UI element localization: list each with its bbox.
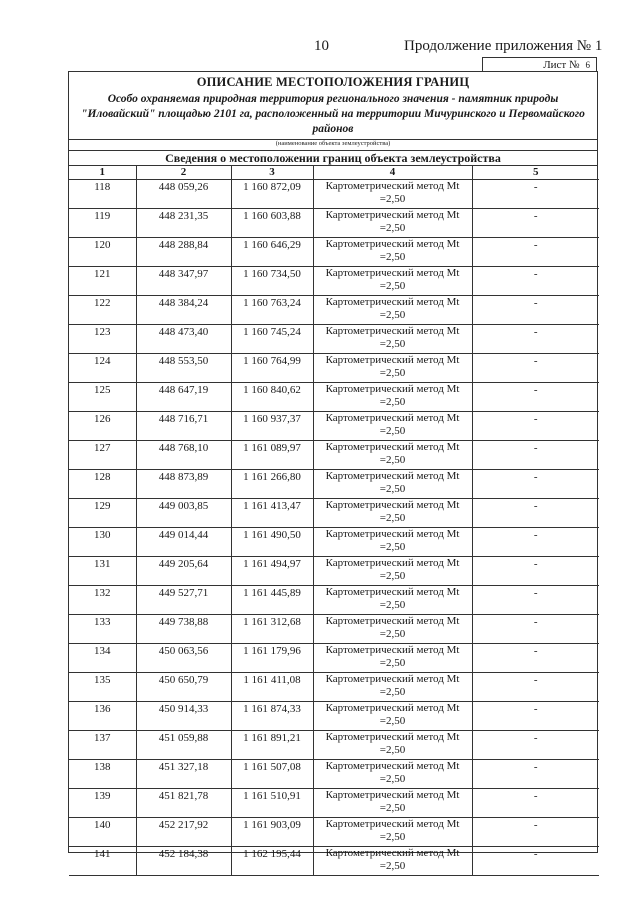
point-number-cell: 121 [69, 267, 136, 296]
table-row [69, 412, 599, 441]
x-coordinate-cell: 448 553,50 [136, 354, 231, 383]
x-coordinate-cell: 448 716,71 [136, 412, 231, 441]
coordinates-table [69, 166, 599, 876]
x-coordinate-cell: 448 873,89 [136, 470, 231, 499]
note-cell: - [472, 412, 599, 441]
y-coordinate-cell: 1 161 312,68 [231, 615, 313, 644]
note-cell: - [472, 702, 599, 731]
x-coordinate-cell: 448 347,97 [136, 267, 231, 296]
y-coordinate-cell: 1 161 179,96 [231, 644, 313, 673]
column-header: 5 [472, 166, 599, 180]
method-cell: Картометрический метод Mt =2,50 [313, 760, 472, 789]
method-cell: Картометрический метод Mt =2,50 [313, 731, 472, 760]
method-cell: Картометрический метод Mt =2,50 [313, 267, 472, 296]
table-row [69, 760, 599, 789]
method-cell: Картометрический метод Mt =2,50 [313, 644, 472, 673]
y-coordinate-cell: 1 160 734,50 [231, 267, 313, 296]
x-coordinate-cell: 449 205,64 [136, 557, 231, 586]
method-cell: Картометрический метод Mt =2,50 [313, 499, 472, 528]
x-coordinate-cell: 450 650,79 [136, 673, 231, 702]
column-header: 1 [69, 166, 136, 180]
note-cell: - [472, 615, 599, 644]
table-row [69, 441, 599, 470]
method-cell: Картометрический метод Mt =2,50 [313, 702, 472, 731]
object-name: Особо охраняемая природная территория регионального значения - памятник природы "Иловайский" площадью 2101 га, расположенный на территории Мичуринского и Первомайского районов [81, 93, 585, 135]
column-header: 2 [136, 166, 231, 180]
note-cell: - [472, 586, 599, 615]
sheet-number: 6 [585, 60, 590, 70]
sheet-box [482, 57, 597, 71]
point-number-cell: 123 [69, 325, 136, 354]
method-cell: Картометрический метод Mt =2,50 [313, 673, 472, 702]
table-row [69, 557, 599, 586]
table-row [69, 209, 599, 238]
y-coordinate-cell: 1 161 490,50 [231, 528, 313, 557]
y-coordinate-cell: 1 160 603,88 [231, 209, 313, 238]
column-header: 3 [231, 166, 313, 180]
point-number-cell: 139 [69, 789, 136, 818]
point-number-cell: 118 [69, 180, 136, 209]
point-number-cell: 125 [69, 383, 136, 412]
y-coordinate-cell: 1 160 745,24 [231, 325, 313, 354]
point-number-cell: 133 [69, 615, 136, 644]
point-number-cell: 134 [69, 644, 136, 673]
point-number-cell: 131 [69, 557, 136, 586]
table-row [69, 818, 599, 847]
section-title: Сведения о местоположении границ объекта землеустройства [69, 151, 597, 166]
y-coordinate-cell: 1 161 266,80 [231, 470, 313, 499]
y-coordinate-cell: 1 161 411,08 [231, 673, 313, 702]
table-row [69, 325, 599, 354]
method-cell: Картометрический метод Mt =2,50 [313, 557, 472, 586]
x-coordinate-cell: 450 914,33 [136, 702, 231, 731]
method-cell: Картометрический метод Mt =2,50 [313, 383, 472, 412]
point-number-cell: 126 [69, 412, 136, 441]
point-number-cell: 136 [69, 702, 136, 731]
appendix-label: Продолжение приложения № 1 [404, 38, 603, 54]
method-cell: Картометрический метод Mt =2,50 [313, 238, 472, 267]
note-cell: - [472, 267, 599, 296]
x-coordinate-cell: 449 003,85 [136, 499, 231, 528]
note-cell: - [472, 383, 599, 412]
method-cell: Картометрический метод Mt =2,50 [313, 528, 472, 557]
point-number-cell: 122 [69, 296, 136, 325]
table-row [69, 673, 599, 702]
note-cell: - [472, 789, 599, 818]
point-number-cell: 120 [69, 238, 136, 267]
table-row [69, 296, 599, 325]
note-cell: - [472, 238, 599, 267]
x-coordinate-cell: 448 059,26 [136, 180, 231, 209]
table-header-row [69, 166, 599, 180]
x-coordinate-cell: 448 288,84 [136, 238, 231, 267]
point-number-cell: 127 [69, 441, 136, 470]
table-row [69, 702, 599, 731]
note-cell: - [472, 557, 599, 586]
x-coordinate-cell: 449 014,44 [136, 528, 231, 557]
y-coordinate-cell: 1 161 507,08 [231, 760, 313, 789]
table-row [69, 615, 599, 644]
table-row [69, 180, 599, 209]
object-name-caption: (наименование объекта землеустройства) [275, 140, 391, 147]
table-row [69, 383, 599, 412]
point-number-cell: 119 [69, 209, 136, 238]
y-coordinate-cell: 1 161 510,91 [231, 789, 313, 818]
point-number-cell: 129 [69, 499, 136, 528]
x-coordinate-cell: 452 184,38 [136, 847, 231, 876]
x-coordinate-cell: 450 063,56 [136, 644, 231, 673]
x-coordinate-cell: 449 527,71 [136, 586, 231, 615]
x-coordinate-cell: 451 059,88 [136, 731, 231, 760]
x-coordinate-cell: 451 821,78 [136, 789, 231, 818]
y-coordinate-cell: 1 160 646,29 [231, 238, 313, 267]
table-body [69, 180, 599, 876]
x-coordinate-cell: 448 768,10 [136, 441, 231, 470]
method-cell: Картометрический метод Mt =2,50 [313, 325, 472, 354]
y-coordinate-cell: 1 161 089,97 [231, 441, 313, 470]
method-cell: Картометрический метод Mt =2,50 [313, 789, 472, 818]
x-coordinate-cell: 449 738,88 [136, 615, 231, 644]
y-coordinate-cell: 1 161 494,97 [231, 557, 313, 586]
point-number-cell: 124 [69, 354, 136, 383]
x-coordinate-cell: 448 384,24 [136, 296, 231, 325]
y-coordinate-cell: 1 161 903,09 [231, 818, 313, 847]
y-coordinate-cell: 1 160 840,62 [231, 383, 313, 412]
table-row [69, 586, 599, 615]
point-number-cell: 140 [69, 818, 136, 847]
table-row [69, 499, 599, 528]
table-row [69, 731, 599, 760]
method-cell: Картометрический метод Mt =2,50 [313, 209, 472, 238]
note-cell: - [472, 499, 599, 528]
table-row [69, 238, 599, 267]
note-cell: - [472, 528, 599, 557]
note-cell: - [472, 209, 599, 238]
y-coordinate-cell: 1 160 764,99 [231, 354, 313, 383]
table-row [69, 354, 599, 383]
note-cell: - [472, 296, 599, 325]
y-coordinate-cell: 1 160 872,09 [231, 180, 313, 209]
method-cell: Картометрический метод Mt =2,50 [313, 818, 472, 847]
y-coordinate-cell: 1 162 195,44 [231, 847, 313, 876]
note-cell: - [472, 470, 599, 499]
point-number-cell: 132 [69, 586, 136, 615]
y-coordinate-cell: 1 161 445,89 [231, 586, 313, 615]
sheet-label: Лист № [543, 59, 580, 71]
table-row [69, 847, 599, 876]
column-header: 4 [313, 166, 472, 180]
document-title: ОПИСАНИЕ МЕСТОПОЛОЖЕНИЯ ГРАНИЦ [196, 75, 470, 89]
note-cell: - [472, 847, 599, 876]
x-coordinate-cell: 451 327,18 [136, 760, 231, 789]
method-cell: Картометрический метод Mt =2,50 [313, 586, 472, 615]
method-cell: Картометрический метод Mt =2,50 [313, 441, 472, 470]
note-cell: - [472, 441, 599, 470]
note-cell: - [472, 644, 599, 673]
method-cell: Картометрический метод Mt =2,50 [313, 296, 472, 325]
y-coordinate-cell: 1 160 763,24 [231, 296, 313, 325]
point-number-cell: 141 [69, 847, 136, 876]
y-coordinate-cell: 1 161 874,33 [231, 702, 313, 731]
page-number: 10 [314, 38, 329, 54]
table-row [69, 789, 599, 818]
point-number-cell: 137 [69, 731, 136, 760]
x-coordinate-cell: 448 647,19 [136, 383, 231, 412]
y-coordinate-cell: 1 160 937,37 [231, 412, 313, 441]
method-cell: Картометрический метод Mt =2,50 [313, 354, 472, 383]
x-coordinate-cell: 448 231,35 [136, 209, 231, 238]
method-cell: Картометрический метод Mt =2,50 [313, 180, 472, 209]
note-cell: - [472, 325, 599, 354]
table-row [69, 644, 599, 673]
note-cell: - [472, 354, 599, 383]
note-cell: - [472, 760, 599, 789]
point-number-cell: 128 [69, 470, 136, 499]
point-number-cell: 138 [69, 760, 136, 789]
point-number-cell: 130 [69, 528, 136, 557]
table-row [69, 267, 599, 296]
y-coordinate-cell: 1 161 413,47 [231, 499, 313, 528]
x-coordinate-cell: 448 473,40 [136, 325, 231, 354]
method-cell: Картометрический метод Mt =2,50 [313, 412, 472, 441]
note-cell: - [472, 180, 599, 209]
method-cell: Картометрический метод Mt =2,50 [313, 470, 472, 499]
table-row [69, 470, 599, 499]
y-coordinate-cell: 1 161 891,21 [231, 731, 313, 760]
note-cell: - [472, 818, 599, 847]
document-frame [68, 71, 598, 872]
method-cell: Картометрический метод Mt =2,50 [313, 847, 472, 876]
note-cell: - [472, 731, 599, 760]
note-cell: - [472, 673, 599, 702]
method-cell: Картометрический метод Mt =2,50 [313, 615, 472, 644]
x-coordinate-cell: 452 217,92 [136, 818, 231, 847]
table-row [69, 528, 599, 557]
point-number-cell: 135 [69, 673, 136, 702]
